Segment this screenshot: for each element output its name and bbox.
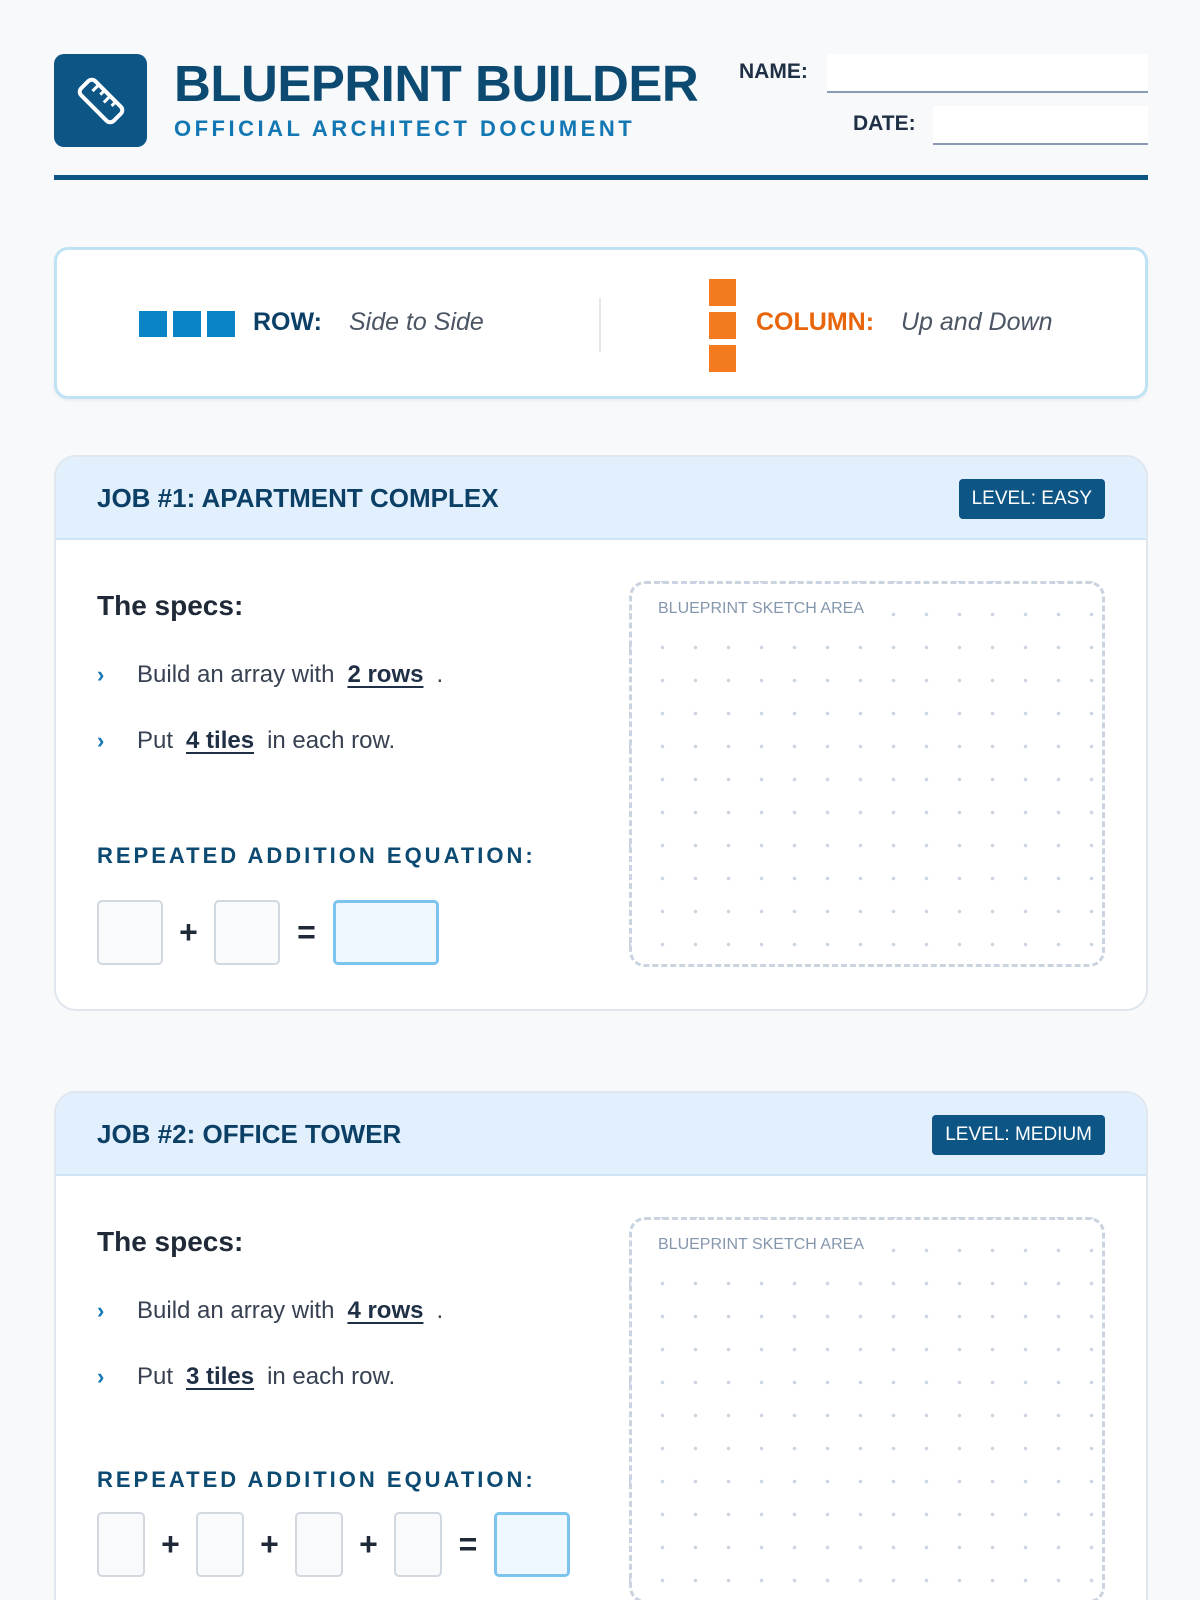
column-example-squares — [709, 279, 736, 372]
job-card-1 — [54, 455, 1148, 1011]
job-title: JOB #1: APARTMENT COMPLEX — [97, 483, 499, 513]
specs-title: The specs: — [97, 1226, 244, 1257]
sum-input[interactable] — [333, 900, 439, 965]
spec-tiles-value: 4 tiles — [186, 727, 255, 754]
spec-rows-value: 2 rows — [347, 661, 424, 688]
ruler-icon — [54, 54, 147, 147]
spec-text: in each row. — [267, 1363, 396, 1390]
spec-text: . — [436, 1297, 444, 1324]
spec-item — [97, 1296, 443, 1326]
blueprint-sketch-area[interactable] — [629, 1217, 1105, 1600]
chevron-right-icon: › — [97, 1298, 105, 1323]
legend-divider — [599, 298, 601, 352]
sum-input[interactable] — [494, 1512, 570, 1577]
spec-text: Put — [137, 1363, 174, 1390]
equals-sign: = — [297, 914, 316, 950]
column-description: Up and Down — [901, 308, 1053, 336]
worksheet-header — [54, 54, 1148, 180]
addend-input[interactable] — [295, 1512, 343, 1577]
column-square — [709, 279, 736, 306]
plus-sign: + — [359, 1526, 378, 1562]
spec-text: Build an array with — [137, 1297, 335, 1324]
plus-sign: + — [260, 1526, 279, 1562]
equation-row — [97, 1512, 570, 1577]
row-example-squares — [139, 311, 235, 337]
addend-input[interactable] — [394, 1512, 442, 1577]
name-field[interactable] — [827, 54, 1148, 93]
spec-item — [97, 1362, 395, 1392]
spec-item — [97, 726, 395, 756]
equation-row — [97, 900, 439, 965]
row-label: ROW: — [253, 308, 322, 336]
spec-rows-value: 4 rows — [347, 1297, 424, 1324]
spec-tiles-value: 3 tiles — [186, 1363, 255, 1390]
plus-sign: + — [161, 1526, 180, 1562]
column-label: COLUMN: — [756, 308, 875, 336]
level-badge: LEVEL: EASY — [959, 479, 1105, 519]
page-title: BLUEPRINT BUILDER — [174, 55, 699, 112]
job-card-2 — [54, 1091, 1148, 1600]
name-label: NAME: — [739, 60, 808, 83]
equation-title: REPEATED ADDITION EQUATION: — [97, 843, 536, 868]
spec-text: . — [436, 661, 444, 688]
chevron-right-icon: › — [97, 1364, 105, 1389]
spec-text: Build an array with — [137, 661, 335, 688]
row-square — [139, 311, 167, 337]
job-header — [56, 457, 1146, 540]
blueprint-sketch-area[interactable] — [629, 581, 1105, 967]
addend-input[interactable] — [97, 900, 163, 965]
row-square — [207, 311, 235, 337]
page-subtitle: OFFICIAL ARCHITECT DOCUMENT — [174, 116, 636, 141]
column-square — [709, 345, 736, 372]
date-label: DATE: — [853, 112, 916, 135]
level-badge: LEVEL: MEDIUM — [932, 1115, 1105, 1155]
equation-title: REPEATED ADDITION EQUATION: — [97, 1467, 536, 1492]
row-description: Side to Side — [349, 308, 484, 336]
sketch-area-label: BLUEPRINT SKETCH AREA — [658, 600, 868, 618]
spec-text: Put — [137, 727, 174, 754]
spec-text: in each row. — [267, 727, 396, 754]
addend-input[interactable] — [196, 1512, 244, 1577]
equals-sign: = — [458, 1526, 478, 1562]
job-title: JOB #2: OFFICE TOWER — [97, 1119, 402, 1149]
row-square — [173, 311, 201, 337]
date-field[interactable] — [933, 106, 1148, 145]
chevron-right-icon: › — [97, 662, 105, 687]
chevron-right-icon: › — [97, 728, 105, 753]
plus-sign: + — [179, 914, 198, 950]
specs-title: The specs: — [97, 590, 244, 621]
job-header — [56, 1093, 1146, 1176]
column-square — [709, 312, 736, 339]
addend-input[interactable] — [214, 900, 280, 965]
row-column-legend — [54, 247, 1148, 399]
sketch-area-label: BLUEPRINT SKETCH AREA — [658, 1236, 868, 1254]
addend-input[interactable] — [97, 1512, 145, 1577]
spec-item — [97, 660, 443, 690]
